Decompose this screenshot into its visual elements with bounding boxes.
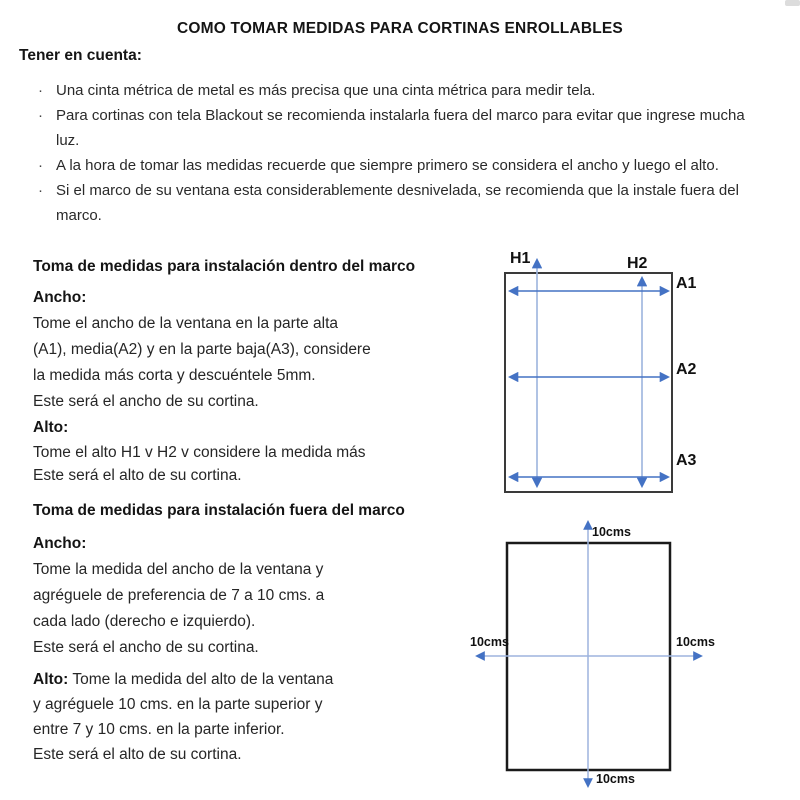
label-margin-top: 10cms — [592, 525, 631, 539]
text-line: entre 7 y 10 cms. en la parte inferior. — [33, 721, 285, 738]
text-line: (A1), media(A2) y en la parte baja(A3), considere — [33, 341, 371, 358]
bullet-list — [38, 78, 762, 228]
bullet-text: Para cortinas con tela Blackout se recomienda instalarla fuera del marco para evitar que ingrese mucha luz. — [56, 107, 745, 149]
text-line: agréguele de preferencia de 7 a 10 cms. a — [33, 587, 325, 604]
text-line: Tome el alto H1 v H2 v considere la medida más — [33, 444, 366, 461]
text-line: Este será el ancho de su cortina. — [33, 639, 259, 656]
inside-width-label: Ancho: — [33, 289, 87, 306]
inside-width-instructions — [33, 311, 463, 415]
instructions-column — [33, 253, 463, 767]
text-line: Tome la medida del ancho de la ventana y — [33, 561, 324, 578]
window-frame-rect — [505, 273, 672, 492]
text-line: Tome el ancho de la ventana en la parte alta — [33, 315, 339, 332]
diagram-outside-frame — [450, 502, 735, 800]
text-line: Este será el alto de su cortina. — [33, 746, 242, 763]
label-a2: A2 — [676, 361, 697, 378]
text-line — [33, 667, 463, 692]
note-heading: Tener en cuenta: — [19, 47, 142, 64]
list-item — [38, 78, 762, 103]
bullet-text: Si el marco de su ventana esta considerablemente desnivelada, se recomienda que la instale fuera del marco. — [56, 182, 739, 224]
outside-height-intro: Tome la medida del alto de la ventana — [72, 671, 334, 688]
label-a1: A1 — [676, 275, 697, 292]
text-line: cada lado (derecho e izquierdo). — [33, 613, 256, 630]
inside-height-instructions — [33, 441, 463, 487]
outside-width-instructions — [33, 557, 463, 661]
text-line: y agréguele 10 cms. en la parte superior y — [33, 696, 323, 713]
bullet-icon: · — [38, 107, 43, 124]
section-heading-inside-frame: Toma de medidas para instalación dentro del marco — [33, 258, 416, 275]
diagram-inside-frame — [470, 250, 720, 500]
page-title: COMO TOMAR MEDIDAS PARA CORTINAS ENROLLABLES — [177, 20, 623, 37]
bullet-icon: · — [38, 157, 43, 174]
scrollbar-fragment — [785, 0, 800, 6]
bullet-icon: · — [38, 182, 43, 199]
label-h2: H2 — [627, 255, 648, 272]
label-margin-right: 10cms — [676, 635, 715, 649]
label-margin-left: 10cms — [470, 635, 509, 649]
list-item — [38, 178, 762, 228]
outside-frame-drawing — [450, 502, 735, 800]
label-h1: H1 — [510, 250, 531, 267]
text-line: Este será el alto de su cortina. — [33, 467, 242, 484]
bullet-text: Una cinta métrica de metal es más precisa que una cinta métrica para medir tela. — [56, 82, 596, 99]
text-line: la medida más corta y descuéntele 5mm. — [33, 367, 316, 384]
list-item — [38, 103, 762, 153]
outside-width-label: Ancho: — [33, 535, 87, 552]
text-line: Este será el ancho de su cortina. — [33, 393, 259, 410]
inside-height-label: Alto: — [33, 419, 69, 436]
outside-height-label: Alto: — [33, 671, 69, 688]
label-a3: A3 — [676, 452, 697, 469]
outside-height-instructions — [33, 667, 463, 767]
label-margin-bottom: 10cms — [596, 772, 635, 786]
bullet-icon: · — [38, 82, 43, 99]
list-item — [38, 153, 762, 178]
bullet-text: A la hora de tomar las medidas recuerde que siempre primero se considera el ancho y luego el alto. — [56, 157, 719, 174]
section-heading-outside-frame: Toma de medidas para instalación fuera del marco — [33, 502, 405, 519]
